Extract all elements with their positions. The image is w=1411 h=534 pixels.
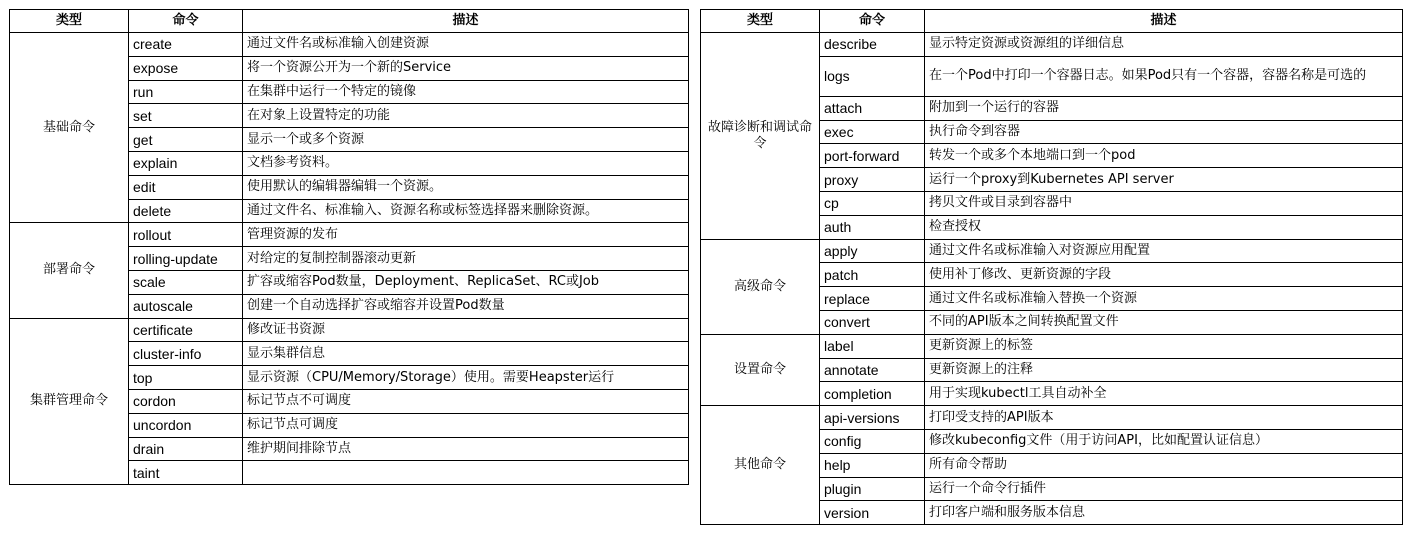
description-cell: 运行一个proxy到Kubernetes API server [925,168,1403,192]
description-cell: 检查授权 [925,215,1403,239]
description-cell: 对给定的复制控制器滚动更新 [243,247,689,271]
header-command: 命令 [820,10,925,33]
command-cell: patch [820,263,925,287]
description-cell: 用于实现kubectl工具自动补全 [925,382,1403,406]
command-cell: cp [820,191,925,215]
command-cell: create [129,33,243,57]
command-cell: cluster-info [129,342,243,366]
description-cell: 扩容或缩容Pod数量，Deployment、ReplicaSet、RC或Job [243,270,689,294]
header-type: 类型 [10,10,129,33]
command-cell: api-versions [820,406,925,430]
command-cell: replace [820,287,925,311]
description-cell: 显示特定资源或资源组的详细信息 [925,33,1403,57]
description-cell: 维护期间排除节点 [243,437,689,461]
category-cell: 故障诊断和调试命令 [701,33,820,240]
description-cell: 标记节点可调度 [243,413,689,437]
description-cell: 使用补丁修改、更新资源的字段 [925,263,1403,287]
command-cell: rollout [129,223,243,247]
header-command: 命令 [129,10,243,33]
command-cell: rolling-update [129,247,243,271]
header-description: 描述 [925,10,1403,33]
description-cell: 打印客户端和服务版本信息 [925,501,1403,525]
description-cell: 所有命令帮助 [925,453,1403,477]
command-cell: certificate [129,318,243,342]
command-cell: port-forward [820,144,925,168]
table-row [701,406,1403,430]
command-cell: logs [820,56,925,96]
command-cell: label [820,334,925,358]
table-row [701,33,1403,57]
table-body [701,33,1403,525]
category-cell: 基础命令 [10,33,129,223]
command-cell: expose [129,56,243,80]
description-cell: 通过文件名或标准输入对资源应用配置 [925,239,1403,263]
description-cell: 管理资源的发布 [243,223,689,247]
command-cell: explain [129,151,243,175]
command-cell: get [129,128,243,152]
command-cell: scale [129,270,243,294]
description-cell: 转发一个或多个本地端口到一个pod [925,144,1403,168]
command-cell: auth [820,215,925,239]
command-cell: run [129,80,243,104]
description-cell: 更新资源上的注释 [925,358,1403,382]
description-cell: 将一个资源公开为一个新的Service [243,56,689,80]
table-header-row [701,10,1403,33]
category-cell: 其他命令 [701,406,820,525]
description-cell: 执行命令到容器 [925,120,1403,144]
description-cell: 显示集群信息 [243,342,689,366]
description-cell: 文档参考资料。 [243,151,689,175]
description-cell: 在一个Pod中打印一个容器日志。如果Pod只有一个容器，容器名称是可选的 [925,56,1403,96]
description-cell: 标记节点不可调度 [243,389,689,413]
description-cell: 运行一个命令行插件 [925,477,1403,501]
description-cell: 显示一个或多个资源 [243,128,689,152]
command-cell: top [129,366,243,390]
description-cell: 修改证书资源 [243,318,689,342]
command-cell: set [129,104,243,128]
category-cell: 集群管理命令 [10,318,129,485]
category-cell: 设置命令 [701,334,820,405]
command-cell: plugin [820,477,925,501]
command-cell: convert [820,310,925,334]
kubectl-commands-table-left [9,9,689,485]
command-cell: completion [820,382,925,406]
description-cell: 在集群中运行一个特定的镜像 [243,80,689,104]
command-cell: uncordon [129,413,243,437]
description-cell [243,461,689,485]
header-description: 描述 [243,10,689,33]
header-type: 类型 [701,10,820,33]
command-cell: annotate [820,358,925,382]
command-cell: proxy [820,168,925,192]
description-cell: 不同的API版本之间转换配置文件 [925,310,1403,334]
description-cell: 创建一个自动选择扩容或缩容并设置Pod数量 [243,294,689,318]
category-cell: 部署命令 [10,223,129,318]
table-row [701,334,1403,358]
table-row [701,239,1403,263]
table-body [10,33,689,485]
description-cell: 通过文件名或标准输入替换一个资源 [925,287,1403,311]
command-cell: cordon [129,389,243,413]
table-row [10,318,689,342]
description-cell: 修改kubeconfig文件（用于访问API，比如配置认证信息） [925,429,1403,453]
command-cell: config [820,429,925,453]
command-cell: edit [129,175,243,199]
command-cell: attach [820,96,925,120]
description-cell: 附加到一个运行的容器 [925,96,1403,120]
command-cell: taint [129,461,243,485]
description-cell: 更新资源上的标签 [925,334,1403,358]
table-header-row [10,10,689,33]
description-cell: 显示资源（CPU/Memory/Storage）使用。需要Heapster运行 [243,366,689,390]
description-cell: 拷贝文件或目录到容器中 [925,191,1403,215]
category-cell: 高级命令 [701,239,820,334]
description-cell: 使用默认的编辑器编辑一个资源。 [243,175,689,199]
table-row [10,33,689,57]
command-cell: help [820,453,925,477]
description-cell: 通过文件名、标准输入、资源名称或标签选择器来删除资源。 [243,199,689,223]
description-cell: 打印受支持的API版本 [925,406,1403,430]
command-cell: autoscale [129,294,243,318]
description-cell: 在对象上设置特定的功能 [243,104,689,128]
description-cell: 通过文件名或标准输入创建资源 [243,33,689,57]
command-cell: exec [820,120,925,144]
kubectl-commands-table-right [700,9,1403,525]
command-cell: version [820,501,925,525]
command-cell: describe [820,33,925,57]
command-cell: apply [820,239,925,263]
command-cell: drain [129,437,243,461]
table-row [10,223,689,247]
command-cell: delete [129,199,243,223]
